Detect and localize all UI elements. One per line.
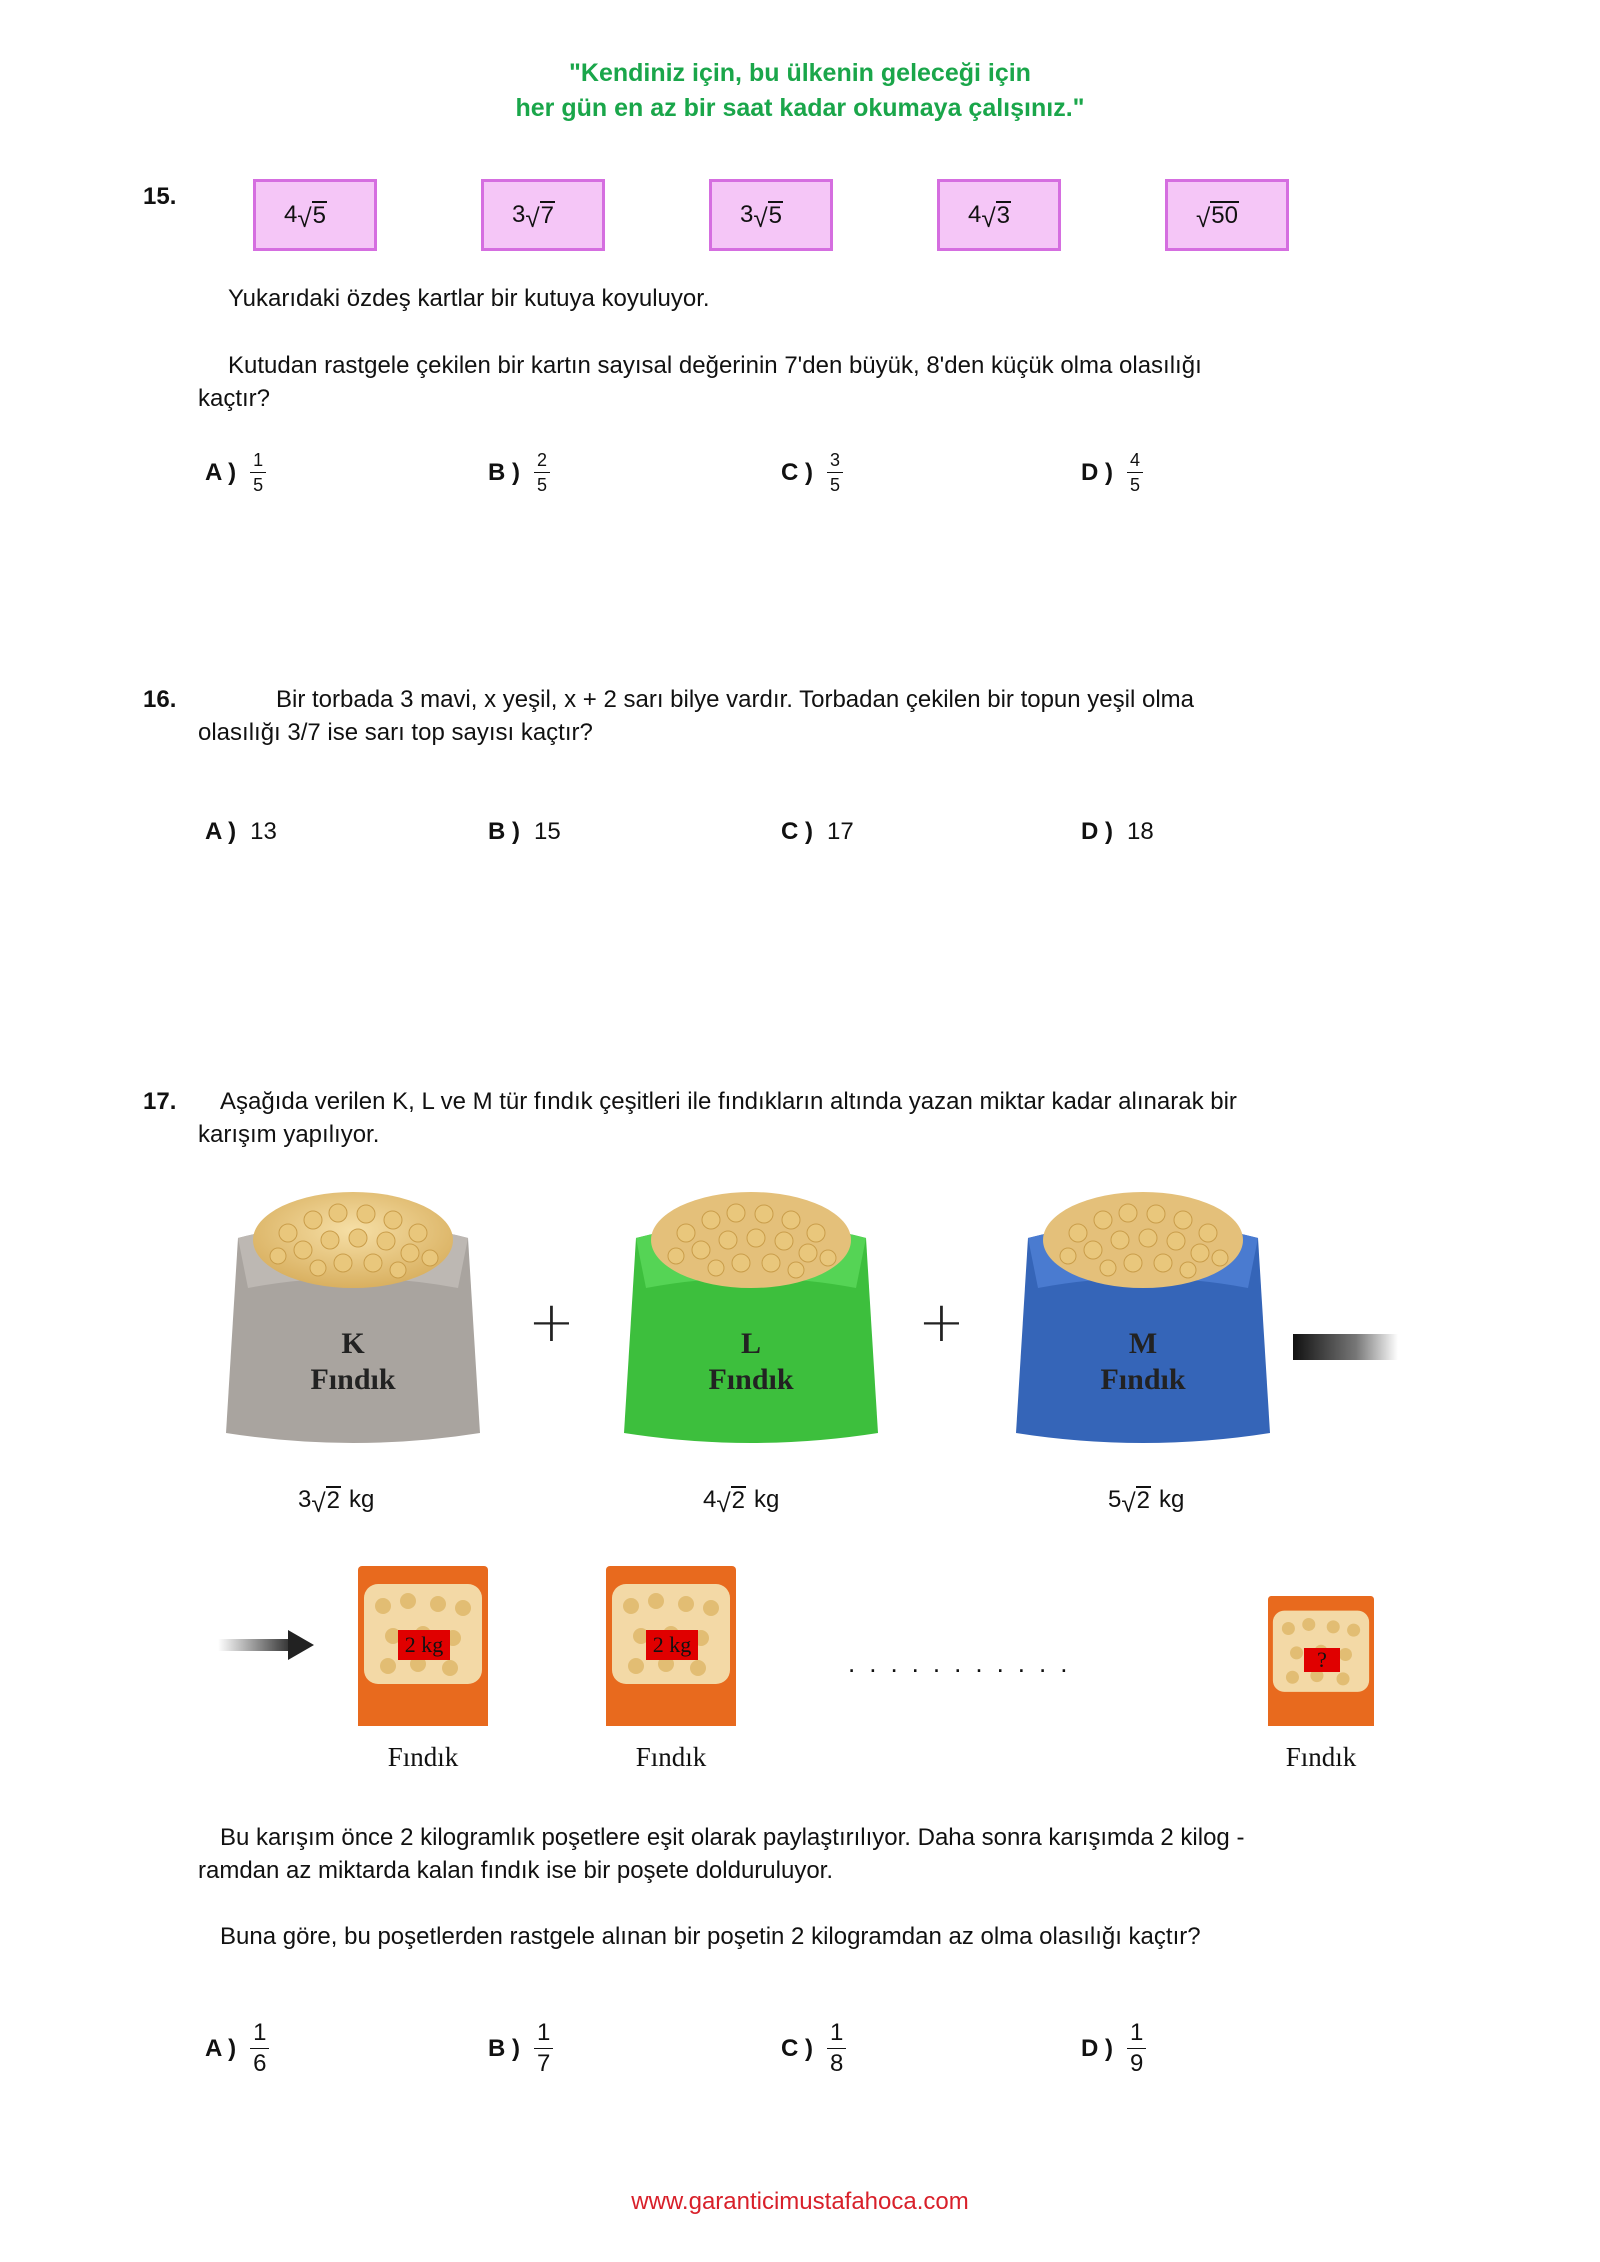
question-17-number: 17. [143, 1088, 177, 1115]
fraction-numerator: 1 [827, 2021, 846, 2049]
radical-expression [512, 201, 555, 234]
option-fraction [534, 451, 550, 494]
bag-1 [358, 1566, 488, 1726]
bag-2 [606, 1566, 736, 1726]
footer-url[interactable]: www.garanticimustafahoca.com [631, 2188, 969, 2215]
question-15-number: 15. [143, 183, 177, 210]
option-label: B ) [488, 818, 520, 845]
q15-question-line-1: Kutudan rastgele çekilen bir kartın sayısal değerinin 7'den büyük, 8'den küçük olma olasılığı [228, 352, 1202, 379]
q17-line-2: karışım yapılıyor. [198, 1121, 380, 1148]
sack-m [1008, 1178, 1278, 1448]
sack-m-name: Fındık [1100, 1363, 1186, 1396]
card-coefficient: 3 [740, 201, 754, 229]
option-label: C ) [781, 818, 813, 845]
card-radicand: 5 [768, 201, 782, 229]
card-2 [481, 179, 605, 251]
sack-k-weight [298, 1486, 375, 1519]
mix-arrow [218, 1630, 314, 1660]
q15-option-b[interactable] [488, 451, 550, 494]
plus-sign-2: + [918, 1290, 965, 1355]
fraction-numerator: 2 [534, 451, 550, 473]
sack-m-illustration [1008, 1178, 1278, 1448]
weight-coefficient: 3 [298, 1486, 312, 1514]
sack-l [616, 1178, 886, 1448]
card-coefficient: 4 [968, 201, 982, 229]
question-16-number: 16. [143, 686, 177, 713]
weight-unit: kg [754, 1486, 780, 1514]
weight-coefficient: 5 [1108, 1486, 1122, 1514]
option-fraction [250, 2021, 269, 2076]
radical-expression [968, 201, 1011, 234]
weight-radicand: 2 [731, 1487, 745, 1514]
option-label: D ) [1081, 458, 1113, 486]
q17-text-line-1: Bu karışım önce 2 kilogramlık poşetlere eşit olarak paylaştırılıyor. Daha sonra karışımda 2 kilog - [220, 1824, 1245, 1851]
q16-option-d[interactable] [1081, 818, 1154, 846]
q15-option-d[interactable] [1081, 451, 1143, 494]
card-coefficient: 4 [284, 201, 298, 229]
fraction-denominator: 5 [830, 475, 841, 495]
bag-3 [1268, 1596, 1374, 1726]
radical-expression [740, 201, 783, 234]
fraction-numerator: 4 [1127, 451, 1143, 473]
option-value: 13 [250, 818, 277, 845]
ellipsis-dots: ........... [848, 1648, 1082, 1678]
q16-option-a[interactable] [205, 818, 277, 846]
q17-option-a[interactable] [205, 2021, 269, 2076]
card-1 [253, 179, 377, 251]
sack-k-illustration [218, 1178, 488, 1448]
q16-option-c[interactable] [781, 818, 854, 846]
option-value: 18 [1127, 818, 1154, 845]
fraction-denominator: 7 [537, 2050, 551, 2077]
card-4 [937, 179, 1061, 251]
fraction-denominator: 9 [1130, 2050, 1144, 2077]
sack-k-letter: K [341, 1327, 365, 1360]
weight-unit: kg [349, 1486, 375, 1514]
option-label: C ) [781, 458, 813, 486]
weight-coefficient: 4 [703, 1486, 717, 1514]
q15-intro-text: Yukarıdaki özdeş kartlar bir kutuya koyuluyor. [228, 285, 710, 312]
option-value: 17 [827, 818, 854, 845]
card-3 [709, 179, 833, 251]
option-label: A ) [205, 818, 237, 845]
radical-sign: √ [981, 203, 996, 234]
bag-2-caption: Fındık [635, 1742, 707, 1772]
sack-l-illustration [616, 1178, 886, 1448]
q17-text-line-2: ramdan az miktarda kalan fındık ise bir poşete dolduruluyor. [198, 1857, 834, 1884]
option-fraction [827, 2021, 846, 2076]
fraction-denominator: 5 [1130, 475, 1141, 495]
fraction-numerator: 1 [250, 2021, 269, 2049]
sack-k [218, 1178, 488, 1448]
radical-sign: √ [753, 203, 768, 234]
q15-option-c[interactable] [781, 451, 843, 494]
sack-m-weight [1108, 1486, 1185, 1519]
option-fraction [827, 451, 843, 494]
card-radicand: 3 [996, 201, 1010, 229]
q17-question: Buna göre, bu poşetlerden rastgele alınan bir poşetin 2 kilogramdan az olma olasılığı kaçtır? [220, 1923, 1201, 1950]
option-label: A ) [205, 458, 237, 486]
fraction-denominator: 5 [253, 475, 264, 495]
q15-option-a[interactable] [205, 451, 266, 494]
radical-expression [284, 201, 327, 234]
q16-line-1: Bir torbada 3 mavi, x yeşil, x + 2 sarı bilye vardır. Torbadan çekilen bir topun yeşil olma [276, 686, 1194, 713]
radical-sign: √ [1121, 1488, 1136, 1519]
fraction-denominator: 6 [253, 2050, 267, 2077]
plus-sign-1: + [528, 1290, 575, 1355]
motto-line-2: her gün en az bir saat kadar okumaya çalışınız." [515, 94, 1085, 122]
radical-sign: √ [311, 1488, 326, 1519]
option-label: C ) [781, 2034, 813, 2062]
sack-m-letter: M [1128, 1327, 1158, 1360]
option-label: B ) [488, 458, 520, 486]
fraction-denominator: 5 [537, 475, 548, 495]
card-radicand: 7 [540, 201, 554, 229]
bag-3-caption: Fındık [1285, 1742, 1357, 1772]
card-radicand: 5 [312, 201, 326, 229]
q16-line-2: olasılığı 3/7 ise sarı top sayısı kaçtır? [198, 719, 593, 746]
radical-sign: √ [1196, 203, 1211, 234]
motto-line-1: "Kendiniz için, bu ülkenin geleceği için [569, 59, 1031, 87]
q15-question-line-2: kaçtır? [198, 385, 271, 412]
sack-l-letter: L [740, 1327, 761, 1360]
q17-line-1: Aşağıda verilen K, L ve M tür fındık çeşitleri ile fındıkların altında yazan miktar kadar alınarak bir [220, 1088, 1237, 1115]
q16-option-b[interactable] [488, 818, 561, 846]
option-label: A ) [205, 2034, 237, 2062]
option-fraction [534, 2021, 553, 2076]
bag-1-caption: Fındık [387, 1742, 459, 1772]
card-5 [1165, 179, 1289, 251]
option-fraction [1127, 2021, 1146, 2076]
q17-option-b[interactable] [488, 2021, 553, 2076]
arrow-right-icon [218, 1630, 314, 1660]
q17-option-d[interactable] [1081, 2021, 1146, 2076]
sack-l-weight [703, 1486, 780, 1519]
bag-3-tag: ? [1304, 1648, 1340, 1672]
continue-arrow-bar [1293, 1334, 1398, 1360]
option-label: D ) [1081, 818, 1113, 845]
weight-unit: kg [1159, 1486, 1185, 1514]
radical-sign: √ [525, 203, 540, 234]
bag-2-tag: 2 kg [646, 1630, 698, 1660]
q17-option-c[interactable] [781, 2021, 846, 2076]
weight-radicand: 2 [1136, 1487, 1150, 1514]
option-value: 15 [534, 818, 561, 845]
radical-sign: √ [297, 203, 312, 234]
option-fraction [250, 451, 266, 494]
radical-sign: √ [716, 1488, 731, 1519]
card-radicand: 50 [1211, 201, 1238, 229]
fraction-numerator: 1 [250, 451, 266, 473]
sack-k-name: Fındık [310, 1363, 396, 1396]
card-coefficient: 3 [512, 201, 526, 229]
fraction-denominator: 8 [830, 2050, 844, 2077]
fraction-numerator: 3 [827, 451, 843, 473]
fraction-numerator: 1 [1127, 2021, 1146, 2049]
option-fraction [1127, 451, 1143, 494]
option-label: D ) [1081, 2034, 1113, 2062]
option-label: B ) [488, 2034, 520, 2062]
bag-1-tag: 2 kg [398, 1630, 450, 1660]
radical-expression [1196, 201, 1239, 234]
weight-radicand: 2 [326, 1487, 340, 1514]
sack-l-name: Fındık [708, 1363, 794, 1396]
fraction-numerator: 1 [534, 2021, 553, 2049]
